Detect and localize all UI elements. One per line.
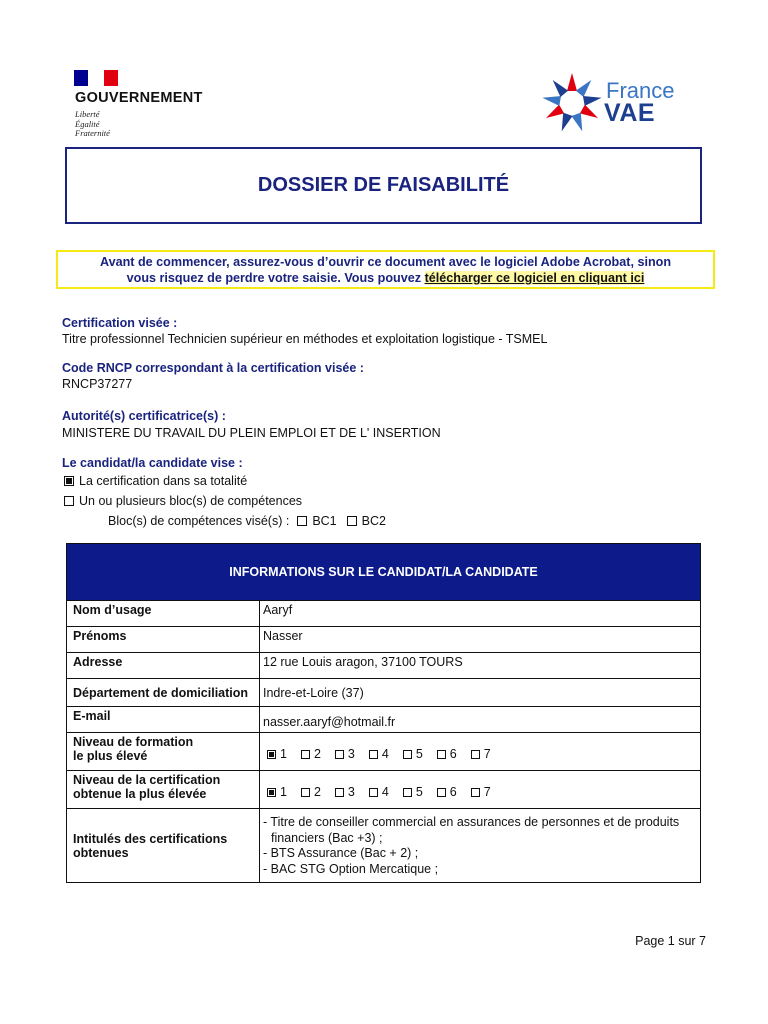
niveau-certif-label: Niveau de la certification obtenue la plus élevée [67,771,260,809]
niveau-formation-option[interactable]: 3 [335,747,355,761]
blocs-line [108,514,386,528]
checkbox-icon [301,788,310,797]
page-title: DOSSIER DE FAISABILITÉ [257,174,510,196]
autorite-value: MINISTERE DU TRAVAIL DU PLEIN EMPLOI ET DE L' INSERTION [62,426,441,440]
adresse-field[interactable]: 12 rue Louis aragon, 37100 TOURS [260,653,701,679]
table-row [67,601,701,627]
niveau-certif-option[interactable]: 1 [267,785,287,799]
autorite-label: Autorité(s) certificatrice(s) : [62,409,226,423]
checkbox-totalite[interactable] [64,476,74,486]
table-row [67,653,701,679]
niveau-formation-option[interactable]: 5 [403,747,423,761]
rncp-label: Code RNCP correspondant à la certification visée : [62,361,364,375]
checkbox-icon [369,750,378,759]
niveau-certif-option[interactable]: 6 [437,785,457,799]
title-box [65,147,702,224]
checkbox-bc2[interactable] [347,516,357,526]
niveau-formation-option[interactable]: 6 [437,747,457,761]
gov-title: GOUVERNEMENT [75,90,203,106]
checkbox-icon [403,788,412,797]
bc1-label: BC1 [312,514,337,528]
nom-field[interactable]: Aaryf [260,601,701,627]
option-totalite[interactable] [64,474,247,488]
certifs-field[interactable]: - Titre de conseiller commercial en assurances de personnes et de produits financiers (Bac +3) ; - BTS Assurance (Bac + 2) ; - BAC STG Option Mercatique ; [260,809,701,883]
departement-field[interactable]: Indre-et-Loire (37) [260,679,701,707]
nom-label: Nom d’usage [67,601,260,627]
checkbox-icon [437,788,446,797]
option-blocs-label: Un ou plusieurs bloc(s) de compétences [79,494,303,508]
checkbox-icon [335,750,344,759]
vae-logo-vae: VAE [604,99,656,127]
niveau-certif-option[interactable]: 3 [335,785,355,799]
email-label: E-mail [67,707,260,733]
checkbox-icon [403,750,412,759]
checkbox-icon [335,788,344,797]
rncp-value: RNCP37277 [62,377,133,391]
niveau-formation-option[interactable]: 7 [471,747,491,761]
niveau-certif-option[interactable]: 7 [471,785,491,799]
checkbox-icon [471,750,480,759]
table-row [67,771,701,809]
certification-label: Certification visée : [62,316,178,330]
niveau-formation-option[interactable]: 4 [369,747,389,761]
france-vae-logo [540,70,690,136]
bc2-label: BC2 [361,514,386,528]
niveau-formation-option[interactable]: 1 [267,747,287,761]
niveau-certif-field [260,771,701,809]
page-number: Page 1 sur 7 [635,934,706,948]
candidate-info-table [66,543,701,883]
table-row [67,679,701,707]
vise-label: Le candidat/la candidate vise : [62,456,243,470]
blocs-label: Bloc(s) de compétences visé(s) : [108,514,290,528]
vae-logo-france: France [606,78,675,103]
checkbox-icon [369,788,378,797]
prenoms-label: Prénoms [67,627,260,653]
gouvernement-logo [62,60,224,140]
table-row [67,627,701,653]
checkbox-icon [437,750,446,759]
niveau-certif-option[interactable]: 4 [369,785,389,799]
table-header: INFORMATIONS SUR LE CANDIDAT/LA CANDIDATE [67,544,701,601]
checkbox-icon [301,750,310,759]
warning-line-2: vous risquez de perdre votre saisie. Vous pouvez télécharger ce logiciel en cliquant ici [126,271,645,285]
table-row [67,733,701,771]
table-row [67,707,701,733]
checkbox-bc1[interactable] [297,516,307,526]
niveau-formation-field [260,733,701,771]
option-totalite-label: La certification dans sa totalité [79,474,248,488]
niveau-certif-options [263,773,697,799]
niveau-certif-option[interactable]: 2 [301,785,321,799]
email-field[interactable]: nasser.aaryf@hotmail.fr [260,707,701,733]
departement-label: Département de domiciliation [67,679,260,707]
option-blocs[interactable] [64,494,302,508]
download-acrobat-link[interactable]: télécharger ce logiciel en cliquant ici [424,271,645,285]
checkbox-icon [267,750,276,759]
checkbox-icon [267,788,276,797]
marianne-flag-icon [74,70,118,86]
prenoms-field[interactable]: Nasser [260,627,701,653]
niveau-certif-option[interactable]: 5 [403,785,423,799]
gov-motto: Liberté Égalité Fraternité [75,109,110,138]
table-row [67,809,701,883]
star-burst-icon [540,70,604,136]
certifs-label: Intitulés des certifications obtenues [67,809,260,883]
niveau-formation-options [263,735,697,761]
niveau-formation-label: Niveau de formation le plus élevé [67,733,260,771]
niveau-formation-option[interactable]: 2 [301,747,321,761]
warning-line-1: Avant de commencer, assurez-vous d’ouvrir ce document avec le logiciel Adobe Acrobat, sinon [99,255,672,269]
checkbox-blocs[interactable] [64,496,74,506]
acrobat-warning [56,250,715,289]
checkbox-icon [471,788,480,797]
adresse-label: Adresse [67,653,260,679]
certification-value: Titre professionnel Technicien supérieur en méthodes et exploitation logistique - TSMEL [62,332,548,346]
